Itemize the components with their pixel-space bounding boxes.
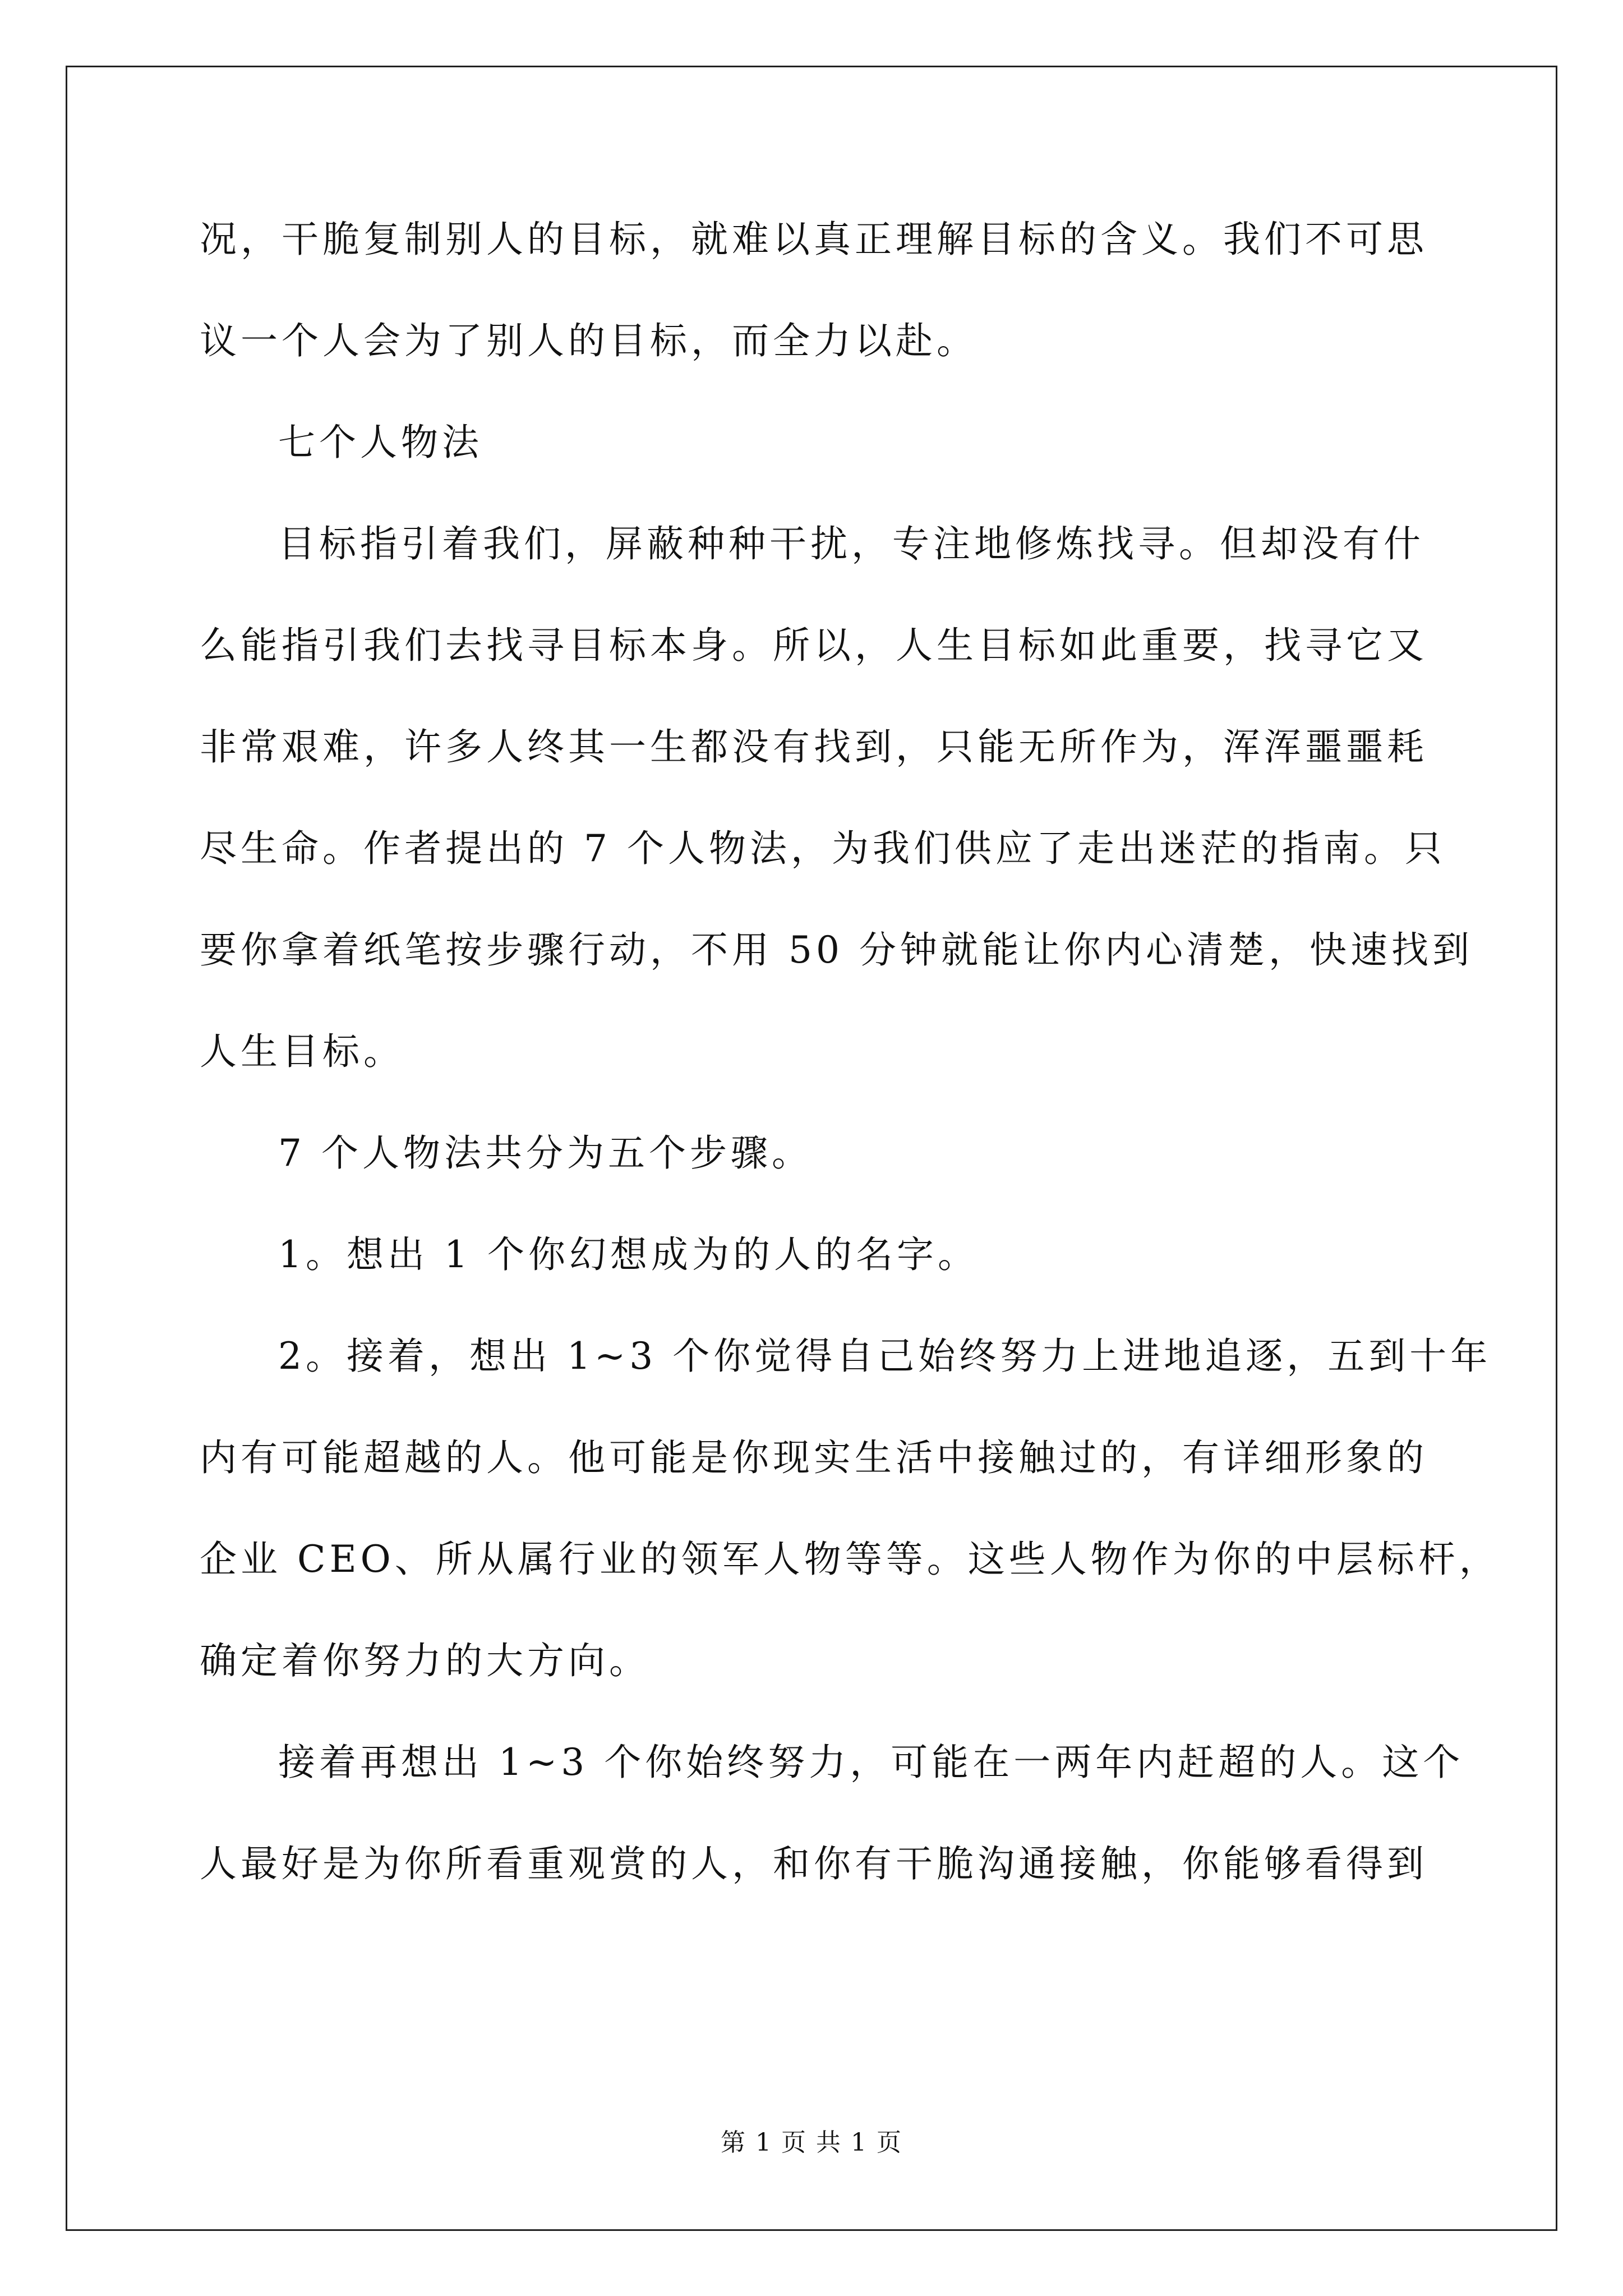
text-line: 人最好是为你所看重观赏的人，和你有干脆沟通接触，你能够看得到 — [200, 1842, 1428, 1885]
text-line: 尽生命。作者提出的 7 个人物法，为我们供应了走出迷茫的指南。只 — [200, 827, 1446, 870]
text-line: 确定着你努力的大方向。 — [200, 1639, 650, 1682]
text-line: 接着再想出 1~3 个你始终努力，可能在一两年内赶超的人。这个 — [278, 1741, 1464, 1784]
text-line: 企业 CEO、所从属行业的领军人物等等。这些人物作为你的中层标杆， — [200, 1538, 1500, 1581]
text-line: 7 个人物法共分为五个步骤。 — [278, 1131, 813, 1175]
list-item: 1。想出 1 个你幻想成为的人的名字。 — [278, 1233, 979, 1276]
text-line: 非常艰难，许多人终其一生都没有找到，只能无所作为，浑浑噩噩耗 — [200, 725, 1428, 769]
text-line: 况，干脆复制别人的目标，就难以真正理解目标的含义。我们不可思 — [200, 218, 1428, 261]
text-line: 要你拿着纸笔按步骤行动，不用 50 分钟就能让你内心清楚，快速找到 — [200, 928, 1473, 972]
list-item: 2。接着，想出 1~3 个你觉得自己始终努力上进地追逐，五到十年 — [278, 1335, 1492, 1378]
text-line: 议一个人会为了别人的目标，而全力以赴。 — [200, 319, 978, 362]
text-line: 内有可能超越的人。他可能是你现实生活中接触过的，有详细形象的 — [200, 1436, 1428, 1479]
page-footer: 第 1 页 共 1 页 — [721, 2128, 902, 2157]
text-line: 人生目标。 — [200, 1030, 404, 1073]
text-line: 目标指引着我们，屏蔽种种干扰，专注地修炼找寻。但却没有什 — [278, 522, 1424, 565]
section-heading: 七个人物法 — [278, 421, 483, 464]
text-line: 么能指引我们去找寻目标本身。所以，人生目标如此重要，找寻它又 — [200, 624, 1428, 667]
